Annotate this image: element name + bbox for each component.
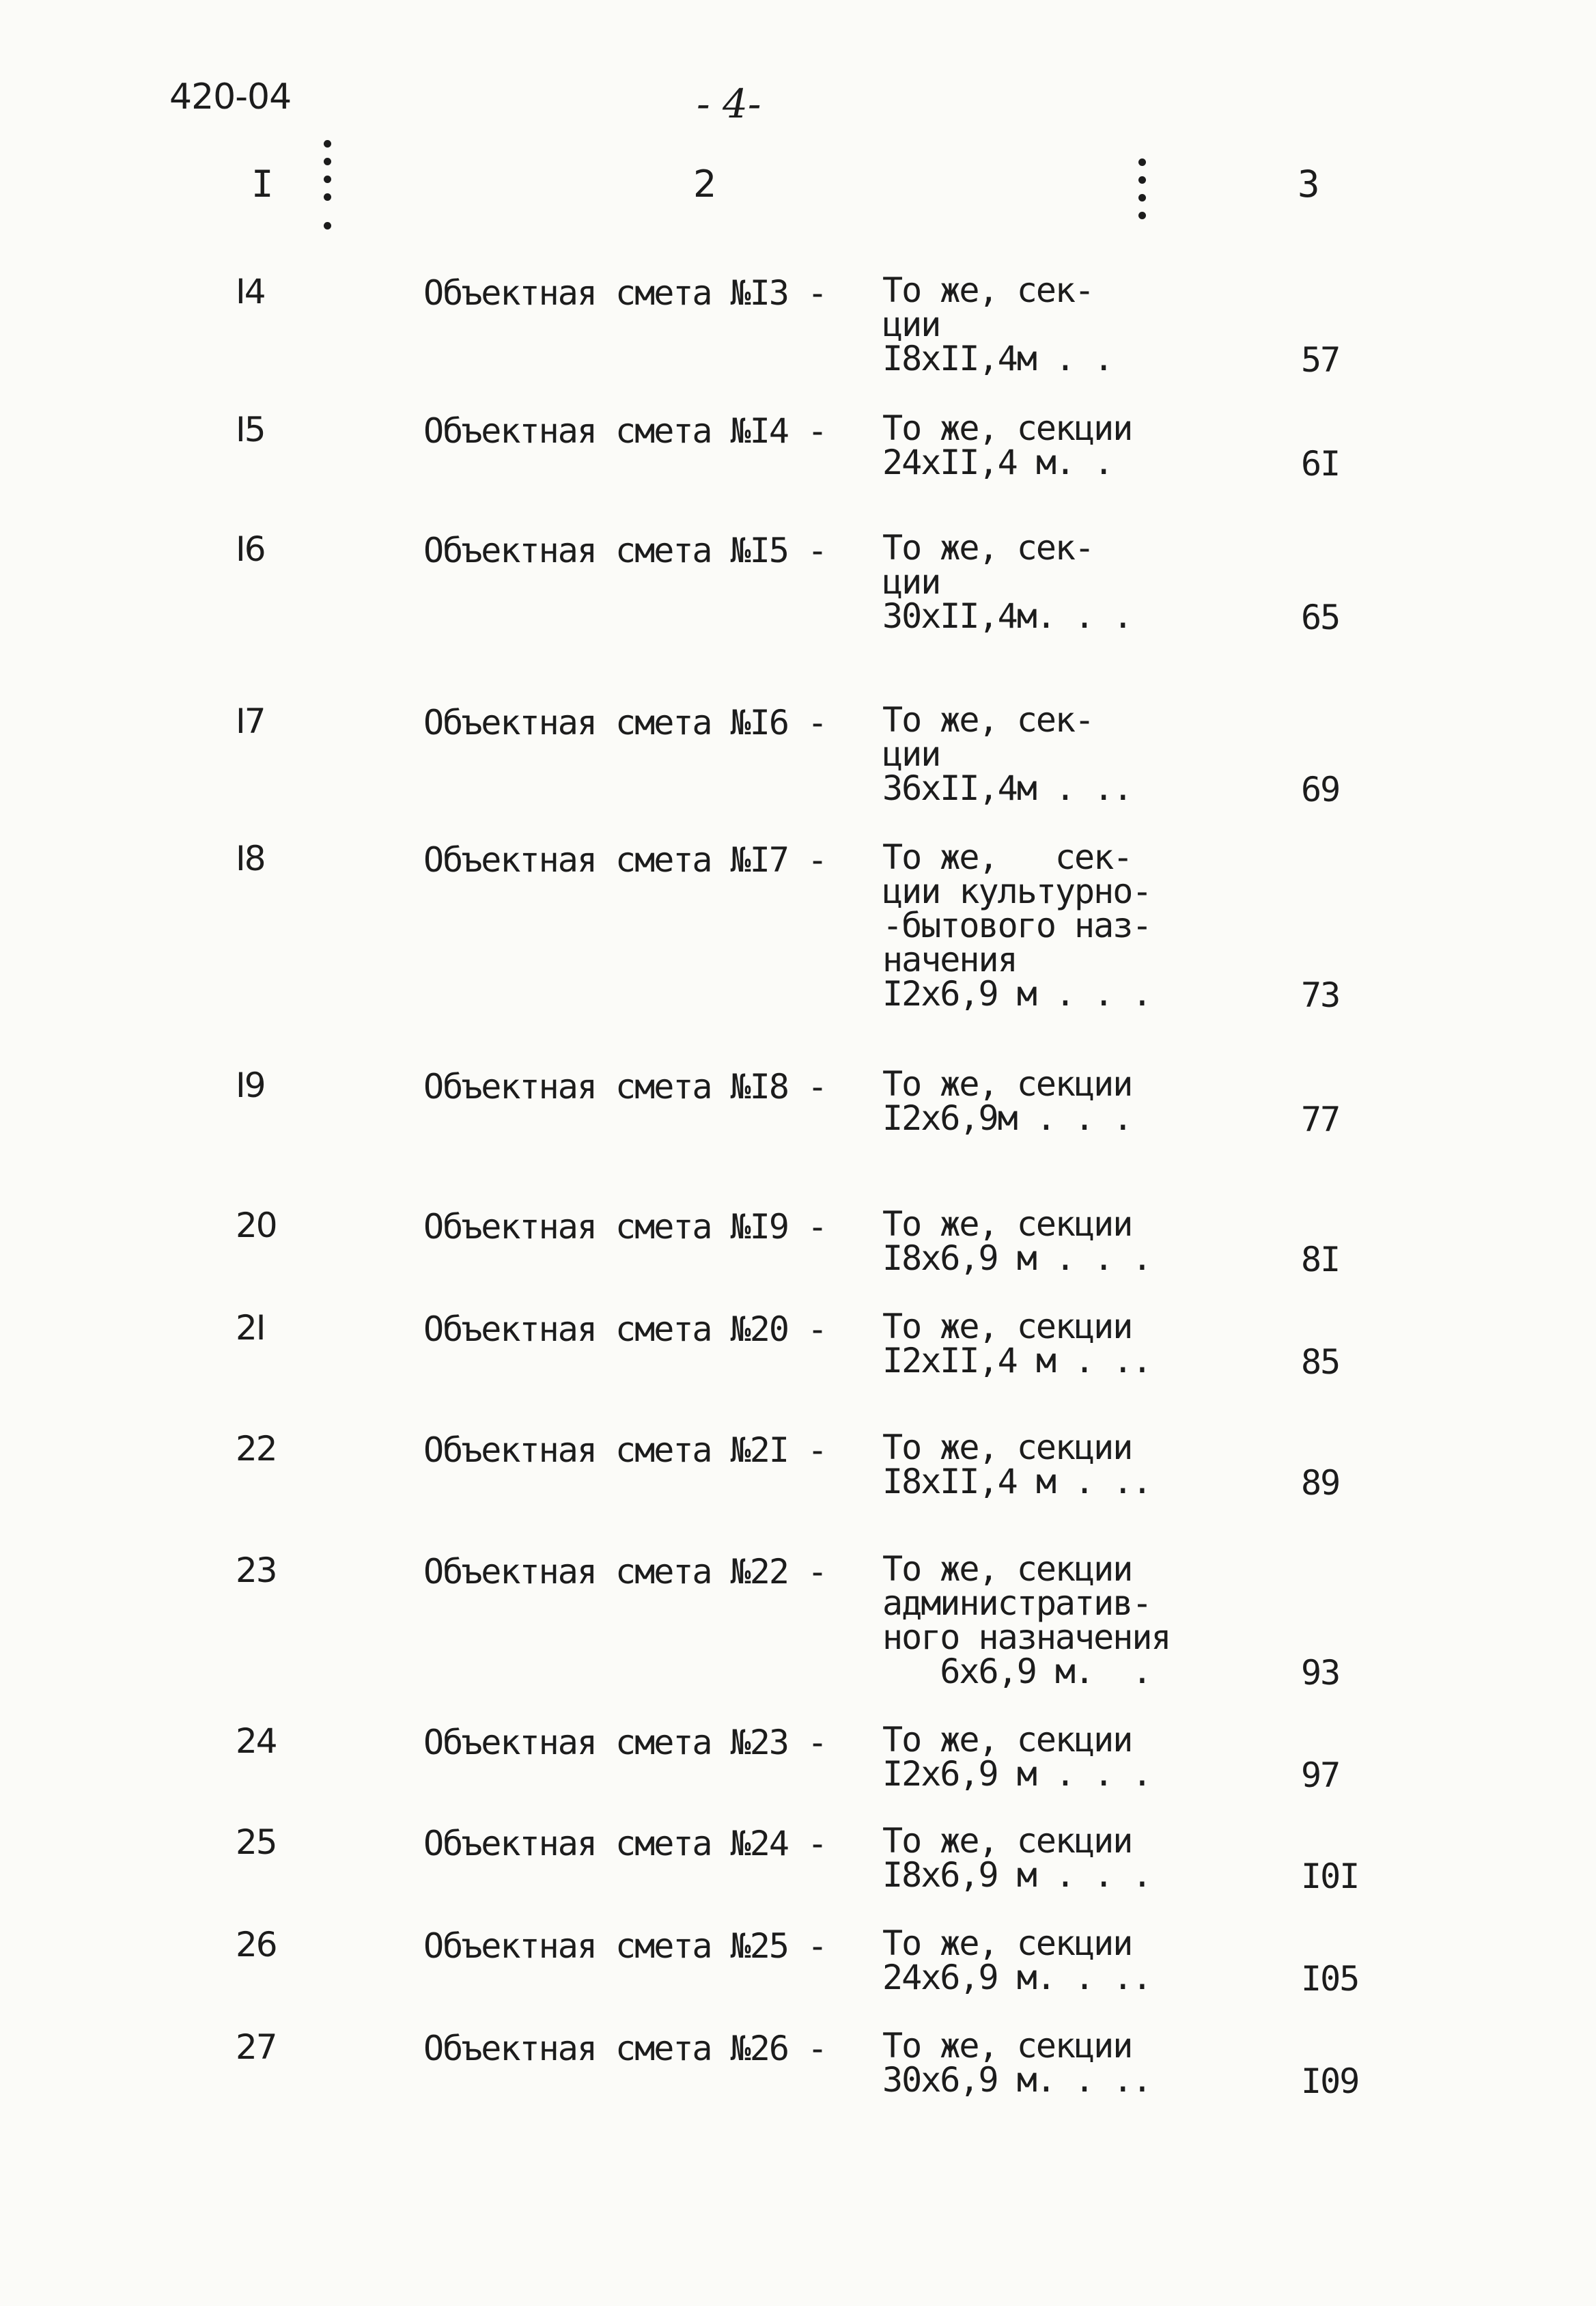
estimate-description: [882, 528, 1132, 636]
description-line: То же, секции: [882, 1307, 1132, 1346]
description-line: То же, секции: [882, 1428, 1132, 1467]
description-line: То же, секции: [882, 1720, 1132, 1760]
description-line: То же, секции: [882, 1204, 1132, 1244]
page-reference: 57: [1301, 340, 1340, 380]
description-line: 30x6,9 м. . ..: [882, 2060, 1151, 2100]
page-reference: 73: [1301, 975, 1340, 1015]
description-line: То же, секции: [882, 2026, 1132, 2066]
row-number: 23: [236, 1551, 277, 1590]
row-number: I5: [236, 410, 265, 449]
estimate-title: Объектная смета №2I -: [423, 1430, 827, 1470]
page-reference: 93: [1301, 1653, 1340, 1693]
estimate-description: [882, 1549, 1171, 1691]
page-reference: 8I: [1301, 1240, 1340, 1279]
description-line: начения: [882, 940, 1017, 980]
estimate-title: Объектная смета №25 -: [423, 1926, 827, 1966]
estimate-description: [882, 1720, 1151, 1794]
estimate-title: Объектная смета №24 -: [423, 1824, 827, 1863]
page-reference: 97: [1301, 1755, 1340, 1795]
row-number: 25: [236, 1822, 277, 1862]
description-line: I8x6,9 м . . .: [882, 1238, 1151, 1278]
description-line: То же, сек-: [882, 700, 1094, 740]
page-reference: 89: [1301, 1463, 1340, 1503]
estimate-title: Объектная смета №20 -: [423, 1309, 827, 1349]
description-line: ного назначения: [882, 1617, 1171, 1657]
page-reference: I09: [1301, 2061, 1359, 2101]
estimate-title: Объектная смета №I7 -: [423, 840, 827, 880]
row-number: I7: [236, 701, 265, 741]
row-number: I6: [236, 529, 265, 569]
description-line: То же, секции: [882, 1549, 1132, 1589]
estimate-description: [882, 1064, 1132, 1138]
row-number: 27: [236, 2027, 277, 2067]
estimate-title: Объектная смета №I5 -: [423, 531, 827, 570]
estimate-title: Объектная смета №I8 -: [423, 1067, 827, 1107]
estimate-description: [882, 700, 1132, 808]
estimate-description: [882, 1309, 1151, 1378]
estimate-description: [882, 2026, 1151, 2100]
row-number: 2I: [236, 1308, 265, 1348]
page-reference: 69: [1301, 770, 1340, 809]
description-line: 30xII,4м. . .: [882, 596, 1132, 636]
column-header-2: 2: [693, 163, 717, 206]
description-line: -бытового наз-: [882, 906, 1151, 945]
description-line: I2x6,9 м . . .: [882, 1754, 1151, 1794]
column-header-1: I: [251, 163, 274, 206]
page-reference: 6I: [1301, 444, 1340, 484]
estimate-description: [882, 1430, 1151, 1499]
description-line: ции: [882, 734, 940, 774]
estimate-description: [882, 408, 1132, 482]
description-line: То же, сек-: [882, 270, 1094, 310]
row-number: 22: [236, 1429, 277, 1469]
row-number: I8: [236, 839, 265, 878]
page-reference: 65: [1301, 598, 1340, 637]
estimate-description: [882, 1204, 1151, 1278]
description-line: 24x6,9 м. . ..: [882, 1958, 1151, 1997]
page-number: - 4-: [697, 81, 761, 127]
page-reference: 77: [1301, 1100, 1340, 1139]
estimate-title: Объектная смета №I6 -: [423, 703, 827, 742]
row-number: I4: [236, 272, 265, 311]
description-line: 36xII,4м . ..: [882, 768, 1132, 808]
document-code: 420-04: [169, 77, 292, 117]
estimate-title: Объектная смета №23 -: [423, 1723, 827, 1762]
estimate-title: Объектная смета №I3 -: [423, 273, 827, 313]
description-line: То же, секции: [882, 1923, 1132, 1963]
row-number: 20: [236, 1206, 277, 1245]
description-line: То же, секции: [882, 1064, 1132, 1104]
description-line: ции культурно-: [882, 872, 1151, 911]
page-reference: I05: [1301, 1959, 1359, 1999]
column-header-3: 3: [1298, 163, 1320, 206]
description-line: То же, сек-: [882, 837, 1132, 877]
estimate-title: Объектная смета №26 -: [423, 2029, 827, 2068]
description-line: То же, секции: [882, 408, 1132, 448]
description-line: То же, сек-: [882, 528, 1094, 568]
description-line: 24xII,4 м. .: [882, 443, 1113, 482]
description-line: I2x6,9м . . .: [882, 1098, 1132, 1138]
description-line: I2xII,4 м . ..: [882, 1341, 1151, 1380]
description-line: ции: [882, 562, 940, 602]
estimate-title: Объектная смета №I9 -: [423, 1207, 827, 1247]
row-number: I9: [236, 1066, 265, 1105]
row-number: 24: [236, 1721, 277, 1761]
description-line: I8xII,4 м . ..: [882, 1462, 1151, 1501]
estimate-title: Объектная смета №I4 -: [423, 411, 827, 451]
estimate-title: Объектная смета №22 -: [423, 1552, 827, 1592]
row-number: 26: [236, 1925, 277, 1964]
description-line: I8xII,4м . .: [882, 339, 1113, 378]
estimate-description: [882, 1821, 1151, 1895]
description-line: административ-: [882, 1583, 1151, 1623]
description-line: ции: [882, 305, 940, 344]
description-line: То же, секции: [882, 1821, 1132, 1861]
description-line: I8x6,9 м . . .: [882, 1855, 1151, 1895]
estimate-description: [882, 837, 1151, 1014]
estimate-description: [882, 1923, 1151, 1997]
page-reference: I0I: [1301, 1857, 1359, 1896]
estimate-description: [882, 270, 1113, 378]
description-line: I2x6,9 м . . .: [882, 974, 1151, 1014]
page-reference: 85: [1301, 1342, 1340, 1382]
description-line: 6x6,9 м. .: [882, 1652, 1151, 1691]
